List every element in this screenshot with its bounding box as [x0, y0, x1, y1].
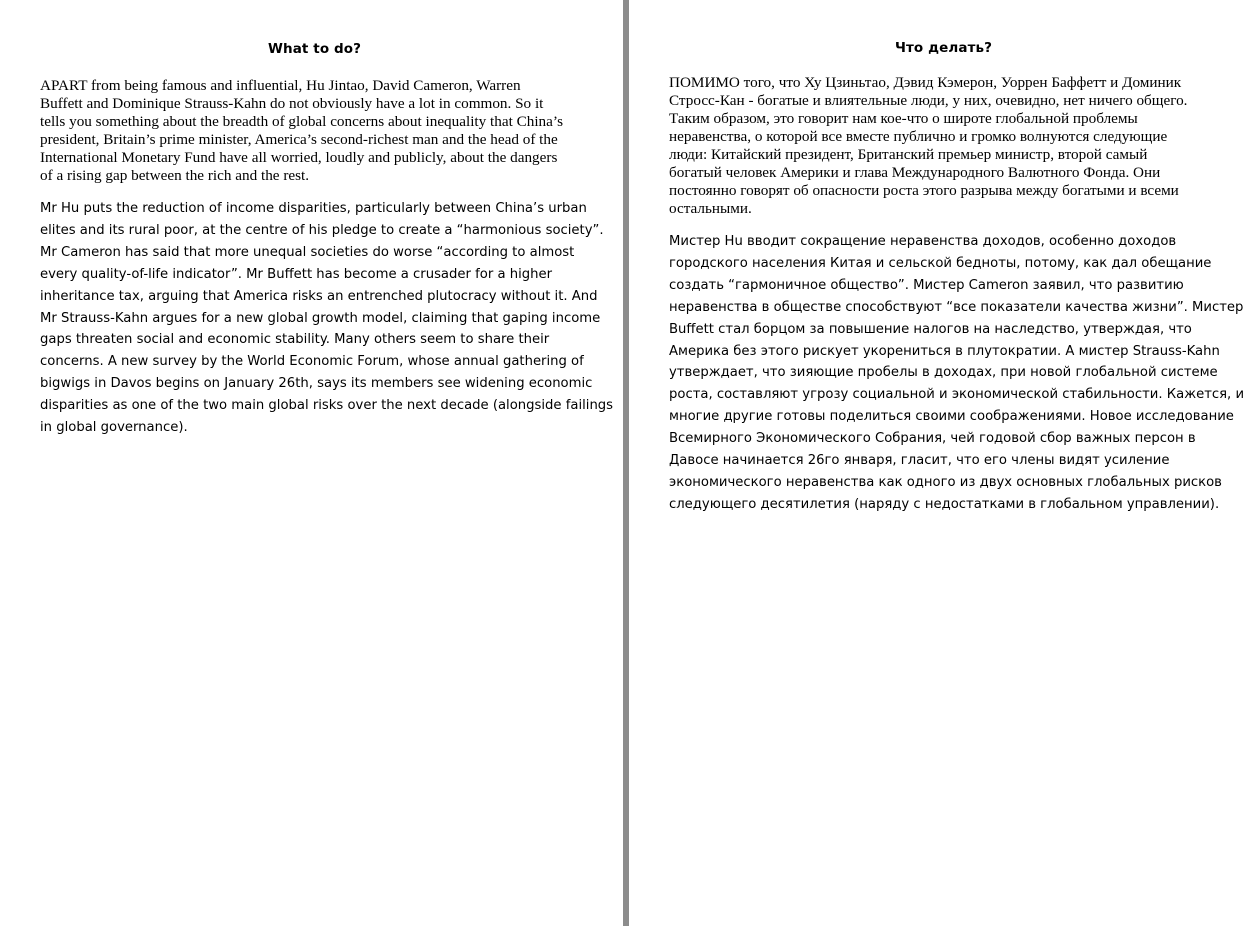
left-page-title: What to do? [268, 41, 362, 57]
text-line: утверждает, что зияющие пробелы в доходах, при новой глобальной системе [669, 365, 1218, 381]
text-line: Buffett and Dominique Strauss-Kahn do not obviously have a lot in common. So it [40, 95, 544, 112]
text-line: Mr Strauss-Kahn argues for a new global growth model, claiming that gaping income [40, 310, 601, 326]
text-line: Таким образом, это говорит нам кое-что о широте глобальной проблемы [669, 110, 1138, 127]
text-line: роста, составляют угрозу социальной и экономической стабильности. Кажется, и [669, 387, 1245, 403]
text-line: concerns. A new survey by the World Economic Forum, whose annual gathering of [40, 354, 584, 370]
left-paragraph-2 [40, 198, 613, 439]
text-line: неравенства в обществе способствуют “все показатели качества жизни”. Мистер [669, 299, 1244, 315]
text-line: многие другие готовы поделиться своими соображениями. Новое исследование [669, 409, 1234, 425]
text-line: экономического неравенства как одного из двух основных глобальных рисков [669, 474, 1222, 490]
text-line: остальными. [669, 200, 752, 217]
text-line: Mr Cameron has said that more unequal societies do worse “according to almost [40, 244, 575, 260]
text-line: следующего десятилетия (наряду с недостатками в глобальном управлении). [669, 496, 1220, 512]
text-line: люди: Китайский президент, Британский премьер министр, второй самый [669, 146, 1148, 163]
text-line: неравенства, о которой все вместе публично и громко волнуются следующие [669, 128, 1168, 145]
text-line: Всемирного Экономического Собрания, чей годовой сбор важных персон в [669, 431, 1196, 447]
left-paragraph-1 [40, 77, 563, 185]
text-line: Америка без этого рискует укорениться в плутократии. А мистер Strauss-Kahn [669, 343, 1220, 359]
text-line: Мистер Hu вводит сокращение неравенства доходов, особенно доходов [669, 234, 1177, 249]
text-line: president, Britain’s prime minister, America’s second-richest man and the head of the [40, 131, 558, 148]
text-line: APART from being famous and influential, Hu Jintao, David Cameron, Warren [40, 77, 521, 94]
text-line: bigwigs in Davos begins on January 26th, says its members see widening economic [40, 376, 593, 392]
left-page-english [0, 0, 623, 926]
text-line: elites and its rural poor, at the centre of his pledge to create a “harmonious society”. [40, 222, 604, 238]
right-paragraph-1 [669, 74, 1187, 218]
text-line: Mr Hu puts the reduction of income disparities, particularly between China’s urban [40, 201, 587, 216]
text-line: Давосе начинается 26го января, гласит, что его члены видят усиление [669, 453, 1170, 469]
text-line: International Monetary Fund have all worried, loudly and publicly, about the dangers [40, 149, 558, 166]
text-line: every quality-of-life indicator”. Mr Buffett has become a crusader for a higher [40, 266, 553, 282]
text-line: gaps threaten social and economic stability. Many others seem to share their [40, 332, 550, 348]
text-line: Стросс-Кан - богатые и влиятельные люди, у них, очевидно, нет ничего общего. [669, 92, 1188, 109]
text-line: богатый человек Америки и глава Международного Валютного Фонда. Они [669, 164, 1161, 181]
right-page-russian [629, 0, 1249, 926]
text-line: disparities as one of the two main global risks over the next decade (alongside failings [40, 398, 614, 414]
text-line: ПОМИМО того, что Ху Цзиньтао, Дэвид Кэмерон, Уоррен Баффетт и Доминик [669, 74, 1182, 91]
text-line: inheritance tax, arguing that America risks an entrenched plutocracy without it. And [40, 288, 598, 304]
right-paragraph-2 [669, 231, 1244, 516]
text-line: создать “гармоничное общество”. Мистер Cameron заявил, что развитию [669, 277, 1184, 293]
text-line: in global governance). [40, 420, 188, 436]
text-line: постоянно говорят об опасности роста этого разрыва между богатыми и всеми [669, 182, 1179, 199]
right-page-title: Что делать? [895, 40, 993, 56]
text-line: городского населения Китая и сельской бедноты, потому, как дал обещание [669, 255, 1212, 271]
text-line: Buffett стал борцом за повышение налогов на наследство, утверждая, что [669, 321, 1192, 337]
text-line: tells you something about the breadth of global concerns about inequality that China’s [40, 113, 564, 130]
text-line: of a rising gap between the rich and the rest. [40, 167, 310, 184]
